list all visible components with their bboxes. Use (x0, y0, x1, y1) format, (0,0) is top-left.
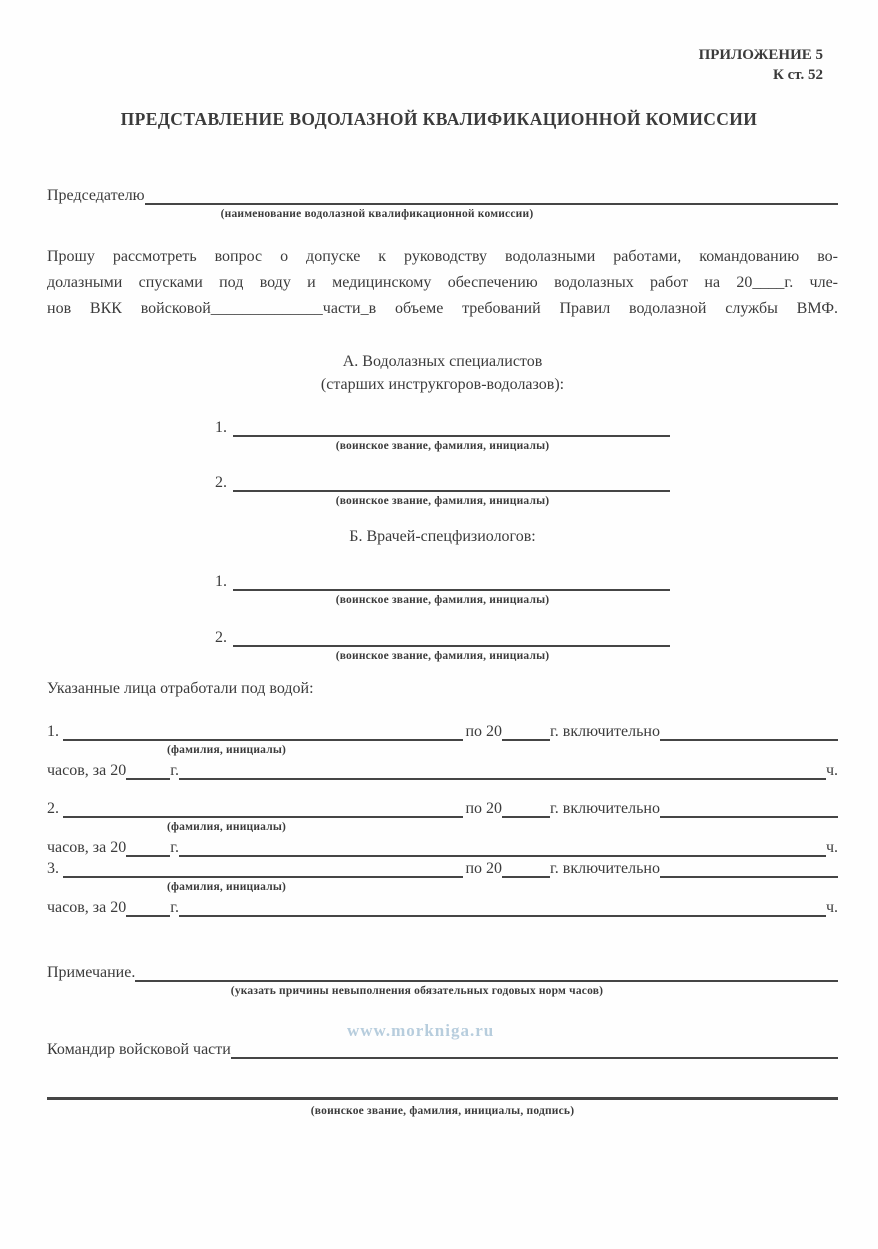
entry-number: 1. (47, 722, 59, 740)
inclusive-fill-line (660, 722, 838, 741)
item-number: 1. (215, 418, 227, 436)
hours-suffix: ч. (825, 839, 838, 857)
inclusive-label: г. включительно (550, 859, 660, 877)
year-fill-line (502, 722, 550, 741)
hours-suffix: ч. (825, 761, 838, 779)
inclusive-label: г. включительно (550, 800, 660, 818)
po-year-label: по 20 (465, 859, 503, 877)
name-fill-line (63, 800, 463, 819)
chairman-caption: (наименование водолазной квалификационной комиссии) (220, 207, 534, 220)
annex-line-1: ПРИЛОЖЕНИЕ 5 (698, 47, 823, 63)
entry-main-row (47, 722, 838, 741)
inclusive-fill-line (660, 800, 838, 819)
annex-block (0, 0, 878, 85)
entry-hours-row (47, 898, 838, 917)
name-caption: (фамилия, инициалы) (167, 821, 287, 834)
po-year-label: по 20 (465, 722, 503, 740)
worked-entry-1 (47, 722, 838, 780)
name-fill-line (63, 722, 463, 741)
year-suffix: г. (170, 839, 179, 857)
section-a-item-1 (215, 418, 670, 437)
hours-fill-line (179, 838, 826, 857)
request-line-1: Прошу рассмотреть вопрос о допуске к руководству водолазными работами, командованию во- (47, 247, 838, 265)
chairman-fill-line (145, 186, 838, 205)
year-suffix: г. (170, 898, 179, 916)
commander-fill-line (231, 1041, 838, 1060)
item-number: 1. (215, 573, 227, 591)
item-caption: (воинское звание, фамилия, инициалы) (335, 495, 550, 508)
commander-label: Командир войсковой части (47, 1041, 231, 1059)
entry-hours-row (47, 838, 838, 857)
annex-line-2: К ст. 52 (772, 67, 823, 83)
section-a-heading-line-1: А. Водолазных специалистов (342, 352, 543, 370)
signature-caption: (воинское звание, фамилия, инициалы, подпись) (310, 1105, 575, 1118)
commander-row (47, 1020, 838, 1060)
section-a-heading-line-2: (старших инструкгоров-водолазов): (320, 375, 565, 393)
section-b-item-2 (215, 628, 670, 647)
form-content (0, 186, 878, 1117)
chairman-row (47, 186, 838, 205)
hours-label: часов, за 20 (47, 898, 127, 916)
note-caption: (указать причины невыполнения обязательных годовых норм часов) (230, 984, 604, 997)
request-paragraph (47, 244, 838, 322)
request-line-2: долазными спусками под воду и медицинскому обеспечению водолазных работ на 20____г. чле- (47, 273, 838, 291)
entry-main-row (47, 859, 838, 878)
hours-label: часов, за 20 (47, 761, 127, 779)
section-a-heading (47, 350, 838, 396)
worked-entry-3 (47, 859, 838, 917)
item-caption: (воинское звание, фамилия, инициалы) (335, 594, 550, 607)
section-b-item-1 (215, 572, 670, 591)
note-label: Примечание. (47, 963, 136, 981)
note-fill-line (135, 963, 838, 982)
entry-number: 3. (47, 859, 59, 877)
hours-fill-line (179, 761, 826, 780)
section-a-item-2 (215, 474, 670, 493)
worked-entry-2 (47, 800, 838, 858)
watermark: www.morkniga.ru (347, 1020, 495, 1040)
hours-suffix: ч. (825, 898, 838, 916)
entry-hours-row (47, 761, 838, 780)
fill-line (233, 572, 670, 591)
signature-line (47, 1095, 838, 1100)
year-fill-line (502, 859, 550, 878)
year-fill-line (126, 761, 170, 780)
item-caption: (воинское звание, фамилия, инициалы) (335, 649, 550, 662)
item-number: 2. (215, 628, 227, 646)
section-b-heading: Б. Врачей-спецфизиологов: (349, 528, 536, 546)
year-fill-line (126, 898, 170, 917)
name-caption: (фамилия, инициалы) (167, 880, 287, 893)
year-fill-line (126, 838, 170, 857)
item-number: 2. (215, 474, 227, 492)
name-fill-line (63, 859, 463, 878)
note-row (47, 963, 838, 982)
request-line-3: нов ВКК войсковой______________части_в объеме требований Правил водолазной службы ВМФ. (47, 299, 838, 317)
item-caption: (воинское звание, фамилия, инициалы) (335, 439, 550, 452)
hours-label: часов, за 20 (47, 839, 127, 857)
fill-line (233, 628, 670, 647)
entry-number: 2. (47, 800, 59, 818)
chairman-label: Председателю (47, 186, 145, 204)
hours-fill-line (179, 898, 826, 917)
fill-line (233, 474, 670, 493)
name-caption: (фамилия, инициалы) (167, 743, 287, 756)
po-year-label: по 20 (465, 800, 503, 818)
inclusive-label: г. включительно (550, 722, 660, 740)
page-title: ПРЕДСТАВЛЕНИЕ ВОДОЛАЗНОЙ КВАЛИФИКАЦИОННОЙ КОМИССИИ (120, 109, 758, 129)
entry-main-row (47, 800, 838, 819)
inclusive-fill-line (660, 859, 838, 878)
year-fill-line (502, 800, 550, 819)
fill-line (233, 418, 670, 437)
worked-heading: Указанные лица отработали под водой: (47, 679, 314, 697)
year-suffix: г. (170, 761, 179, 779)
